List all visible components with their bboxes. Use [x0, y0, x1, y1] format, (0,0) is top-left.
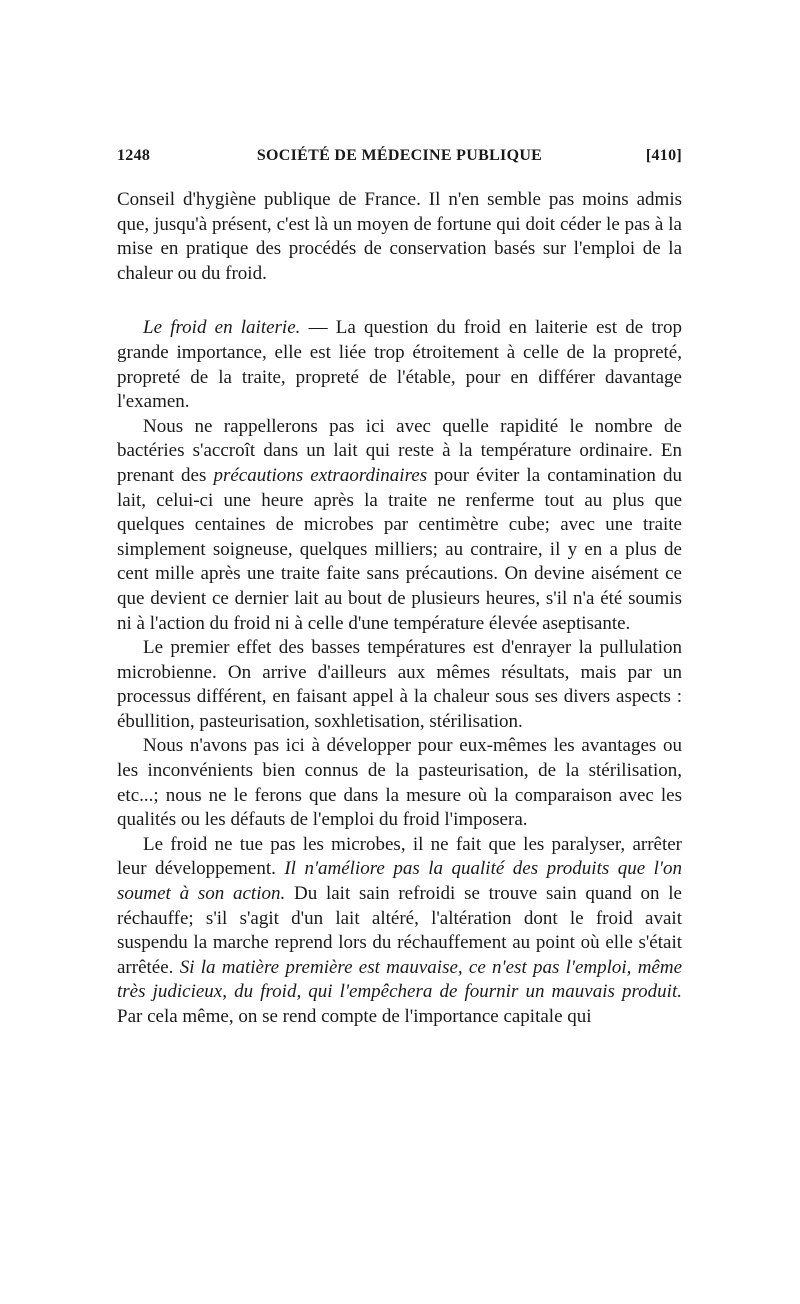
paragraph-6-text-c: Par cela même, on se rend compte de l'importance capitale qui	[117, 1006, 592, 1027]
paragraph-3-text-b: pour éviter la contamination du lait, celui-ci une heure après la traite ne renferme tout au plus que quelques centaines de microbes par centimètre cube; avec une traite simplement soigneuse, quelques milliers; au contraire, il y en a plus de cent mille après une traite faite sans précautions. On devine aisément ce que devient ce dernier lait au bout de plusieurs heures, s'il n'a été soumis ni à l'action du froid ni à celle d'une température élevée aseptisante.	[117, 464, 683, 634]
page-number: 1248	[117, 147, 151, 164]
paragraph-3	[117, 415, 682, 636]
paragraph-6-text-b: Du lait sain refroidi se trouve sain quand on le réchauffe; s'il s'agit d'un lait altéré, l'altération dont le froid avait suspendu la marche reprend lors du réchauffement au point où elle s'était arrêtée.	[117, 883, 682, 978]
paragraph-3-emphasis: précautions extraordinaires	[213, 464, 428, 486]
page-header	[117, 144, 682, 174]
paragraph-2	[117, 316, 682, 414]
note-number: [410]	[645, 147, 682, 164]
paragraph-6-emphasis-1: Il n'améliore pas la qualité des produits que l'on soumet à son action.	[117, 858, 682, 905]
paragraph-6-text-a: Le froid ne tue pas les microbes, il ne fait que les paralyser, arrêter leur développement.	[117, 833, 682, 880]
section-heading: Le froid en laiterie.	[143, 317, 301, 339]
document-page	[117, 144, 682, 1030]
paragraph-1: Conseil d'hygiène publique de France. Il n'en semble pas moins admis que, jusqu'à présent, c'est là un moyen de fortune qui doit céder le pas à la mise en pratique des procédés de conservation basés sur l'emploi de la chaleur ou du froid.	[117, 189, 682, 284]
paragraph-6-emphasis-2: Si la matière première est mauvaise, ce n'est pas l'emploi, même très judicieux, du froid, qui l'empêchera de fournir un mauvais produit.	[117, 956, 683, 1003]
paragraph-6	[117, 833, 682, 1030]
paragraph-3-text-a: Nous ne rappellerons pas ici avec quelle rapidité le nombre de bactéries s'accroît dans un lait qui reste à la température ordinaire. En prenant des	[117, 415, 682, 486]
paragraph-5: Nous n'avons pas ici à développer pour eux-mêmes les avantages ou les inconvénients bien connus de la pasteurisation, de la stérilisation, etc...; nous ne le ferons que dans la mesure où la comparaison avec les qualités ou les défauts de l'emploi du froid l'imposera.	[117, 735, 682, 831]
running-title: SOCIÉTÉ DE MÉDECINE PUBLIQUE	[256, 147, 543, 164]
paragraph-4: Le premier effet des basses températures est d'enrayer la pullulation microbienne. On arrive d'ailleurs aux mêmes résultats, mais par un processus différent, en faisant appel à la chaleur sous ses divers aspects : ébullition, pasteurisation, soxhletisation, stérilisation.	[117, 637, 682, 732]
paragraph-2-text: — La question du froid en laiterie est de trop grande importance, elle est liée trop étroitement à celle de la propreté, propreté de la traite, propreté de l'étable, pour en différer davantage l'examen.	[117, 317, 682, 413]
